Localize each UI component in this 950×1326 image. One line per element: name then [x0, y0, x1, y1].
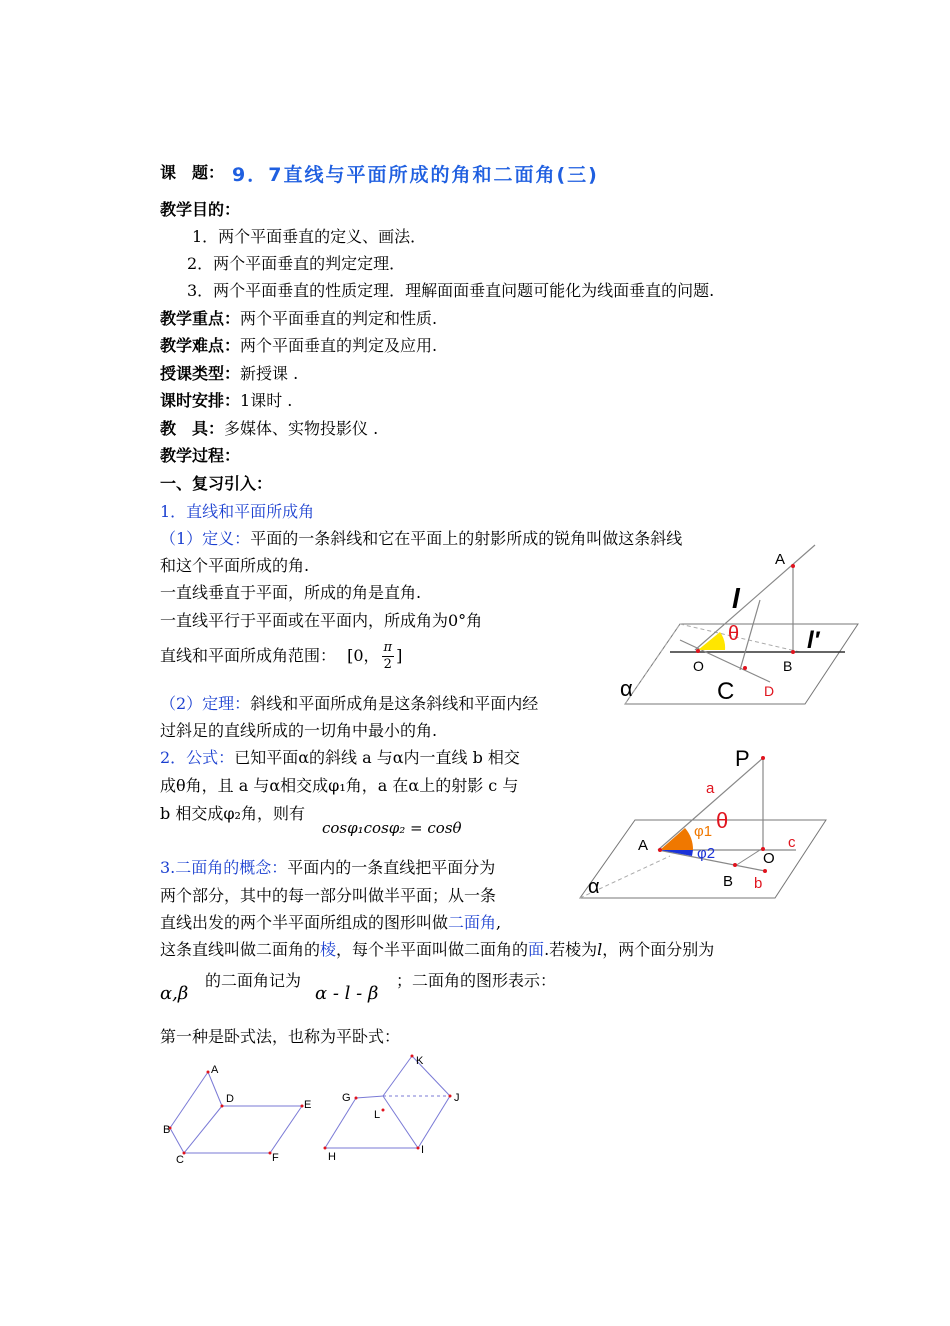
fig2-label-alpha: α: [588, 876, 600, 898]
fig1-label-alpha: α: [620, 676, 633, 701]
formula-label: 2．公式：: [160, 748, 235, 767]
fig4-label-K: K: [416, 1055, 424, 1067]
definition-text: 平面的一条斜线和它在平面上的射影所成的锐角叫做这条斜线: [250, 529, 683, 548]
fig2-label-B: B: [723, 873, 734, 890]
fig3-label-A: A: [211, 1064, 219, 1076]
fig2-label-b: b: [754, 875, 763, 892]
fig3-label-B: B: [163, 1124, 171, 1136]
objective-item: 3．两个平面垂直的性质定理．理解面面垂直问题可能化为线面垂直的问题.: [187, 281, 715, 300]
dihedral-text3: 直线出发的两个半平面所组成的图形叫做: [160, 913, 449, 932]
dihedral-figure-text: ；二面角的图形表示：: [396, 971, 557, 990]
edge-symbol: l: [597, 940, 603, 959]
fig2-label-a: a: [706, 780, 715, 797]
lesson-label: 课 题：: [160, 163, 225, 182]
figure-cos-formula: [580, 738, 840, 908]
teaching-aids-value: 多媒体、实物投影仪 .: [224, 419, 379, 438]
key-points-label: 教学重点：: [160, 309, 241, 328]
lesson-type-value: 新授课 .: [240, 364, 299, 383]
dihedral-cont: 两个部分，其中的每一部分叫做半平面；从一条: [160, 886, 497, 905]
schedule-label: 课时安排：: [160, 391, 241, 410]
dihedral-notation: α - l - β: [315, 983, 379, 1004]
objective-item: 2．两个平面垂直的判定定理．: [187, 254, 406, 273]
range-close: ]: [396, 646, 403, 665]
angle-range-text: 直线和平面所成角范围：: [160, 646, 337, 665]
term-edge: 棱: [320, 940, 337, 959]
process-heading: 教学过程：: [160, 446, 241, 465]
schedule-value: 1课时 .: [240, 391, 293, 410]
figure-dihedral-horizontal-2: [320, 1052, 470, 1167]
fig3-label-F: F: [272, 1152, 279, 1164]
fig4-label-H: H: [328, 1151, 336, 1163]
fig4-label-J: J: [454, 1092, 460, 1104]
objectives-heading: 教学目的：: [160, 200, 241, 219]
fig2-label-P: P: [735, 746, 750, 771]
fig2-label-c: c: [788, 834, 796, 851]
fig1-label-C: C: [717, 678, 735, 705]
fig1-label-lprime: l′: [807, 627, 820, 654]
schedule: [160, 391, 292, 411]
teaching-aids-label: 教 具：: [160, 419, 225, 438]
greek-planes: α,β: [160, 983, 189, 1004]
dihedral-concept: [160, 858, 495, 878]
difficult-points-value: 两个平面垂直的判定及应用.: [240, 336, 438, 355]
fig4-label-I: I: [421, 1144, 425, 1156]
dihedral-text4c: .若棱为: [544, 940, 598, 959]
section-heading: 一、复习引入：: [160, 474, 273, 493]
fig3-label-C: C: [176, 1154, 184, 1166]
term-face: 面: [528, 940, 545, 959]
theorem-cont: 过斜足的直线所成的一切角中最小的角.: [160, 721, 438, 740]
dihedral-text4b: ，每个半平面叫做二面角的: [336, 940, 529, 959]
definition-cont: 和这个平面所成的角.: [160, 556, 310, 575]
fig1-label-theta: θ: [728, 623, 740, 645]
fig2-label-phi1: φ1: [694, 823, 713, 840]
fig2-label-A: A: [638, 837, 649, 854]
fig1-label-O: O: [693, 658, 704, 674]
theorem-label: （2）定理：: [160, 694, 251, 713]
lesson-type-label: 授课类型：: [160, 364, 241, 383]
lesson-type: [160, 364, 298, 384]
formula-cont2: b 相交成φ₂角，则有: [160, 804, 305, 823]
fig1-label-B: B: [783, 658, 793, 674]
method-horizontal: 第一种是卧式法，也称为平卧式：: [160, 1027, 401, 1046]
objective-item: 1．两个平面垂直的定义、画法．: [192, 227, 427, 246]
formula-equation: cosφ₁cosφ₂ = cosθ: [322, 819, 462, 837]
fig2-label-O: O: [763, 850, 775, 867]
parallel-case: 一直线平行于平面或在平面内，所成角为0°角: [160, 611, 483, 630]
theorem-text: 斜线和平面所成角是这条斜线和平面内经: [250, 694, 539, 713]
pi-over-two: [382, 640, 395, 673]
definition-label: （1）定义：: [160, 529, 251, 548]
figure-dihedral-horizontal-1: [160, 1060, 320, 1170]
difficult-points-label: 教学难点：: [160, 336, 241, 355]
fig2-label-phi2: φ2: [697, 845, 716, 862]
term-dihedral: 二面角: [448, 913, 497, 932]
fig2-label-theta: θ: [716, 808, 729, 833]
fig1-label-l: l: [732, 583, 740, 614]
range-open: [0，: [347, 646, 380, 665]
dihedral-label: 3.二面角的概念：: [160, 858, 288, 877]
range-num: π: [383, 640, 393, 655]
formula-cont: 成θ角，且 a 与α相交成φ₁角，a 在α上的射影 c 与: [160, 776, 519, 795]
formula-text: 已知平面α的斜线 a 与α内一直线 b 相交: [234, 748, 520, 767]
perpendicular-case: 一直线垂直于平面，所成的角是直角.: [160, 583, 422, 602]
dihedral-notation-text: 的二面角记为: [205, 971, 302, 990]
key-points: [160, 309, 437, 329]
difficult-points: [160, 336, 437, 356]
fig4-label-L: L: [374, 1109, 381, 1121]
fig1-label-D: D: [764, 683, 775, 699]
subsection-heading: 1．直线和平面所成角: [160, 502, 315, 521]
teaching-aids: [160, 419, 378, 439]
range-den: 2: [383, 657, 392, 672]
fig3-label-D: D: [226, 1093, 234, 1105]
fig4-label-G: G: [342, 1092, 351, 1104]
dihedral-cont3: [160, 940, 714, 960]
figure-line-plane-angle: [600, 540, 870, 710]
fig1-label-A: A: [775, 551, 786, 568]
dihedral-cont2: 直线出发的两个半平面所组成的图形叫做二面角,: [160, 913, 502, 932]
theorem: [160, 694, 538, 714]
dihedral-text4e: ，两个面分别为: [602, 940, 715, 959]
fig3-label-E: E: [304, 1099, 312, 1111]
lesson-title: 9．7直线与平面所成的角和二面角(三): [232, 164, 599, 186]
formula: [160, 748, 520, 768]
key-points-value: 两个平面垂直的判定和性质.: [240, 309, 438, 328]
dihedral-text4a: 这条直线叫做二面角的: [160, 940, 321, 959]
angle-range: [160, 640, 402, 673]
dihedral-text: 平面内的一条直线把平面分为: [287, 858, 496, 877]
